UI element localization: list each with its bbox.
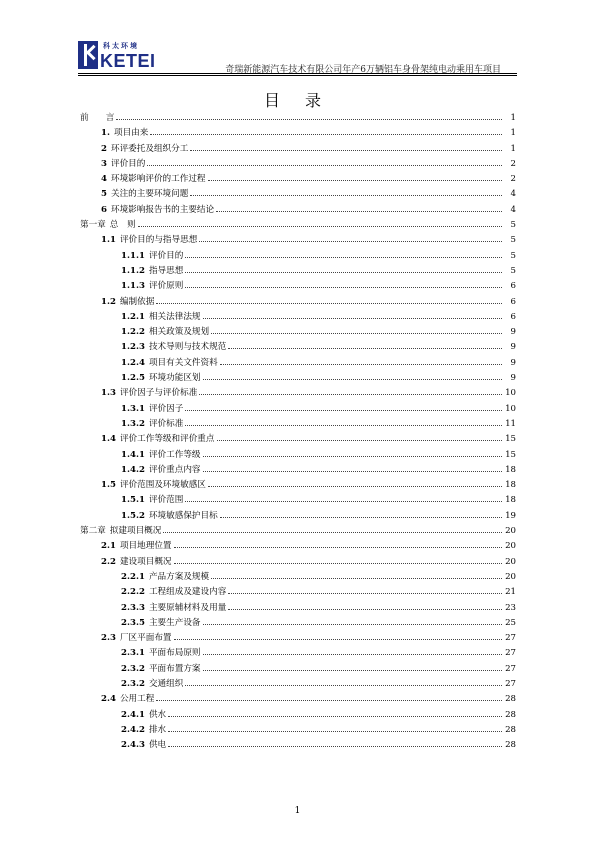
toc-entry[interactable]: [80, 218, 516, 233]
toc-entry-page: 2: [510, 158, 516, 169]
toc-entry-page: 27: [505, 633, 516, 644]
toc-leader-dots: [185, 272, 502, 273]
toc-entry-number: 1.1.2: [121, 265, 145, 276]
toc-entry[interactable]: [80, 279, 516, 294]
toc-entry-page: 20: [505, 526, 516, 537]
toc-entry[interactable]: [80, 692, 516, 707]
toc-entry-number: 2.4.3: [121, 740, 145, 751]
toc-entry[interactable]: [80, 708, 516, 723]
toc-entry[interactable]: [80, 539, 516, 554]
toc-leader-dots: [216, 211, 502, 212]
toc-leader-dots: [150, 134, 502, 135]
toc-entry-number: 5: [101, 189, 107, 200]
toc-entry-page: 18: [505, 464, 516, 475]
toc-entry-page: 5: [510, 265, 516, 276]
toc-entry-page: 21: [505, 587, 516, 598]
toc-entry-title: 环境功能区划: [148, 373, 201, 384]
toc-entry-title: 主要生产设备: [148, 617, 201, 628]
toc-entry[interactable]: [80, 432, 516, 447]
toc-entry-title: 指导思想: [148, 265, 184, 276]
header-divider-thin: [78, 75, 517, 76]
toc-entry-title: 供电: [148, 740, 167, 751]
toc-entry-number: 1.5.1: [121, 495, 145, 506]
toc-leader-dots: [220, 364, 502, 365]
toc-entry-title: 排水: [148, 724, 167, 735]
toc-entry-page: 20: [505, 556, 516, 567]
toc-entry-page: 6: [510, 281, 516, 292]
toc-entry-page: 28: [505, 724, 516, 735]
toc-entry[interactable]: [80, 585, 516, 600]
toc-leader-dots: [174, 563, 502, 564]
toc-entry[interactable]: [80, 340, 516, 355]
toc-entry-page: 5: [510, 250, 516, 261]
toc-entry[interactable]: [80, 463, 516, 478]
toc-entry-title: 产品方案及规模: [148, 571, 210, 582]
toc-entry-number: 1.5: [101, 480, 116, 491]
toc-entry-page: 1: [510, 113, 516, 123]
toc-entry-page: 9: [510, 357, 516, 368]
toc-entry-page: 28: [505, 740, 516, 751]
toc-entry-title: 主要原辅材料及用量: [148, 602, 227, 613]
toc-entry-number: 1.3: [101, 388, 116, 399]
toc-entry-number: 第二章: [80, 526, 106, 537]
toc-entry[interactable]: [80, 142, 516, 157]
toc-entry[interactable]: [80, 509, 516, 524]
toc-entry[interactable]: [80, 111, 516, 126]
toc-entry-title: 平面布置方案: [148, 663, 201, 674]
logo-english-text: KETEI: [100, 51, 156, 71]
toc-leader-dots: [208, 180, 502, 181]
toc-leader-dots: [156, 700, 502, 701]
toc-entry-page: 15: [505, 449, 516, 460]
toc-leader-dots: [156, 303, 502, 304]
toc-entry-title: 评价工作等级: [148, 449, 201, 460]
toc-entry-title: 评价标准: [148, 418, 184, 429]
toc-entry-number: 1.1: [101, 235, 116, 246]
toc-leader-dots: [211, 578, 502, 579]
toc-entry-page: 9: [510, 327, 516, 338]
toc-entry-title: 评价范围及环境敏感区: [119, 480, 206, 491]
toc-entry[interactable]: [80, 555, 516, 570]
toc-entry-title: 技术导则与技术规范: [148, 342, 227, 353]
toc-entry[interactable]: [80, 646, 516, 661]
toc-entry-title: 环境影响报告书的主要结论: [110, 204, 215, 215]
toc-entry-title: 评价因子与评价标准: [119, 388, 198, 399]
toc-leader-dots: [138, 226, 502, 227]
toc-entry-page: 28: [505, 694, 516, 705]
toc-entry-title: 建设项目概况: [119, 556, 172, 567]
toc-entry[interactable]: [80, 662, 516, 677]
toc-leader-dots: [203, 654, 502, 655]
toc-entry-number: 2.2.1: [121, 571, 145, 582]
toc-entry[interactable]: [80, 310, 516, 325]
toc-entry-number: 1.4.2: [121, 464, 145, 475]
toc-entry-title: 评价工作等级和评价重点: [119, 434, 215, 445]
toc-entry-page: 9: [510, 342, 516, 353]
toc-leader-dots: [185, 685, 502, 686]
toc-entry-number: 3: [101, 158, 107, 169]
toc-entry-title: 平面布局原则: [148, 648, 201, 659]
toc-entry-page: 18: [505, 495, 516, 506]
toc-entry-title: 公用工程: [119, 694, 155, 705]
toc-entry-number: 2.4.1: [121, 709, 145, 720]
toc-leader-dots: [185, 257, 502, 258]
toc-entry[interactable]: [80, 295, 516, 310]
toc-entry-title: 环境影响评价的工作过程: [110, 174, 206, 185]
toc-entry-number: 1.4.1: [121, 449, 145, 460]
toc-entry[interactable]: [80, 249, 516, 264]
toc-entry-title: 评价原则: [148, 281, 184, 292]
toc-entry-page: 5: [510, 235, 516, 246]
toc-entry[interactable]: [80, 233, 516, 248]
toc-entry-number: 1.2.5: [121, 373, 145, 384]
toc-entry-number: 2: [101, 143, 107, 154]
toc-leader-dots: [174, 547, 502, 548]
toc-entry-title: 相关政策及规划: [148, 327, 210, 338]
toc-leader-dots: [174, 639, 502, 640]
toc-entry-number: 前 言: [80, 113, 115, 123]
toc-leader-dots: [147, 165, 502, 166]
toc-leader-dots: [163, 532, 502, 533]
toc-entry-page: 11: [505, 418, 516, 429]
toc-entry-title: 相关法律法规: [148, 311, 201, 322]
header-divider: [78, 73, 517, 74]
toc-entry[interactable]: [80, 616, 516, 631]
toc-entry-title: 总 则: [109, 220, 136, 231]
toc-entry-number: 1.1.3: [121, 281, 145, 292]
company-logo: [78, 41, 170, 73]
toc-leader-dots: [190, 150, 502, 151]
toc-entry[interactable]: [80, 371, 516, 386]
toc-leader-dots: [203, 624, 502, 625]
toc-entry-title: 项目由来: [113, 128, 149, 139]
toc-entry-number: 2.3.2: [121, 663, 145, 674]
table-of-contents: [80, 111, 516, 753]
toc-entry[interactable]: [80, 723, 516, 738]
toc-leader-dots: [116, 119, 502, 120]
toc-leader-dots: [203, 318, 502, 319]
toc-leader-dots: [208, 486, 502, 487]
toc-leader-dots: [228, 609, 502, 610]
logo-chinese-text: 科太环境: [103, 42, 139, 50]
toc-entry-title: 供水: [148, 709, 167, 720]
toc-leader-dots: [168, 746, 502, 747]
toc-entry-number: 1.2: [101, 296, 116, 307]
toc-entry-page: 9: [510, 373, 516, 384]
toc-entry-number: 1.2.1: [121, 311, 145, 322]
toc-entry[interactable]: [80, 601, 516, 616]
toc-entry[interactable]: [80, 478, 516, 493]
toc-leader-dots: [211, 333, 502, 334]
toc-entry-title: 评价目的与指导思想: [119, 235, 198, 246]
toc-entry-number: 2.3.5: [121, 617, 145, 628]
toc-entry-title: 项目地理位置: [119, 541, 172, 552]
toc-entry-title: 拟建项目概况: [109, 526, 162, 537]
toc-entry-page: 10: [505, 403, 516, 414]
toc-entry[interactable]: [80, 631, 516, 646]
toc-entry-number: 2.4.2: [121, 724, 145, 735]
toc-entry[interactable]: [80, 570, 516, 585]
logo-mark-icon: [78, 41, 98, 69]
toc-entry-number: 2.3: [101, 633, 116, 644]
toc-entry-title: 评价重点内容: [148, 464, 201, 475]
toc-entry[interactable]: [80, 356, 516, 371]
toc-entry-number: 1.: [101, 128, 110, 139]
toc-entry-number: 2.2: [101, 556, 116, 567]
toc-entry-number: 2.1: [101, 541, 116, 552]
toc-entry[interactable]: [80, 402, 516, 417]
toc-entry-page: 15: [505, 434, 516, 445]
toc-entry[interactable]: [80, 386, 516, 401]
toc-leader-dots: [185, 501, 502, 502]
toc-entry-title: 评价目的: [148, 250, 184, 261]
toc-entry[interactable]: [80, 157, 516, 172]
toc-leader-dots: [203, 670, 502, 671]
toc-leader-dots: [190, 195, 502, 196]
toc-leader-dots: [203, 379, 502, 380]
toc-entry[interactable]: [80, 172, 516, 187]
toc-entry-number: 2.3.1: [121, 648, 145, 659]
toc-entry-title: 编制依据: [119, 296, 155, 307]
toc-leader-dots: [185, 425, 502, 426]
toc-leader-dots: [199, 394, 502, 395]
toc-entry-title: 项目有关文件资料: [148, 357, 218, 368]
toc-entry-page: 1: [510, 143, 516, 154]
toc-entry-page: 19: [505, 510, 516, 521]
toc-leader-dots: [220, 517, 502, 518]
toc-entry-number: 4: [101, 174, 107, 185]
toc-entry-page: 20: [505, 541, 516, 552]
toc-leader-dots: [217, 440, 503, 441]
toc-entry-number: 1.4: [101, 434, 116, 445]
toc-entry-number: 1.3.1: [121, 403, 145, 414]
toc-entry[interactable]: [80, 187, 516, 202]
toc-entry-number: 1.2.2: [121, 327, 145, 338]
toc-entry-page: 27: [505, 678, 516, 689]
toc-leader-dots: [203, 456, 502, 457]
toc-leader-dots: [168, 731, 502, 732]
toc-heading: 目 录: [263, 91, 332, 110]
toc-entry-title: 环境敏感保护目标: [148, 510, 218, 521]
toc-leader-dots: [168, 716, 502, 717]
toc-entry-number: 1.5.2: [121, 510, 145, 521]
toc-entry-page: 4: [510, 189, 516, 200]
toc-entry-page: 4: [510, 204, 516, 215]
toc-entry-number: 1.3.2: [121, 418, 145, 429]
toc-entry-page: 18: [505, 480, 516, 491]
toc-entry[interactable]: [80, 264, 516, 279]
toc-entry-page: 25: [505, 617, 516, 628]
toc-entry-number: 2.3.3: [121, 602, 145, 613]
toc-entry-page: 2: [510, 174, 516, 185]
toc-entry-number: 2.4: [101, 694, 116, 705]
page-number: 1: [294, 806, 301, 816]
toc-entry[interactable]: [80, 738, 516, 753]
toc-entry[interactable]: [80, 524, 516, 539]
toc-leader-dots: [228, 348, 502, 349]
toc-entry-page: 20: [505, 571, 516, 582]
toc-entry-title: 评价因子: [148, 403, 184, 414]
toc-entry-page: 10: [505, 388, 516, 399]
toc-entry-page: 23: [505, 602, 516, 613]
toc-entry-page: 27: [505, 648, 516, 659]
toc-entry[interactable]: [80, 417, 516, 432]
toc-entry-page: 27: [505, 663, 516, 674]
toc-entry-number: 第一章: [80, 220, 106, 231]
toc-entry-number: 2.3.2: [121, 678, 145, 689]
toc-entry-title: 评价范围: [148, 495, 184, 506]
toc-entry[interactable]: [80, 203, 516, 218]
toc-entry-page: 28: [505, 709, 516, 720]
document-header-title: 奇瑞新能源汽车技术有限公司年产6万辆铝车身骨架纯电动乘用车项目: [225, 65, 501, 75]
toc-entry-page: 5: [510, 220, 516, 231]
toc-leader-dots: [228, 593, 502, 594]
toc-entry-page: 6: [510, 311, 516, 322]
toc-entry-title: 关注的主要环境问题: [110, 189, 189, 200]
toc-entry[interactable]: [80, 126, 516, 141]
toc-entry[interactable]: [80, 325, 516, 340]
toc-entry-title: 交通组织: [148, 678, 184, 689]
toc-leader-dots: [203, 471, 502, 472]
toc-entry-title: 工程组成及建设内容: [148, 587, 227, 598]
toc-entry-number: 1.1.1: [121, 250, 145, 261]
toc-entry[interactable]: [80, 448, 516, 463]
toc-entry-number: 6: [101, 204, 107, 215]
toc-entry-number: 1.2.3: [121, 342, 145, 353]
toc-entry-title: 环评委托及组织分工: [110, 143, 189, 154]
toc-entry-title: 厂区平面布置: [119, 633, 172, 644]
toc-entry-page: 6: [510, 296, 516, 307]
toc-entry-page: 1: [510, 128, 516, 139]
toc-entry-title: 评价目的: [110, 158, 146, 169]
toc-leader-dots: [185, 287, 502, 288]
toc-leader-dots: [185, 410, 502, 411]
toc-entry-number: 1.2.4: [121, 357, 145, 368]
toc-leader-dots: [199, 241, 502, 242]
toc-entry[interactable]: [80, 493, 516, 508]
toc-entry-number: 2.2.2: [121, 587, 145, 598]
toc-entry[interactable]: [80, 677, 516, 692]
